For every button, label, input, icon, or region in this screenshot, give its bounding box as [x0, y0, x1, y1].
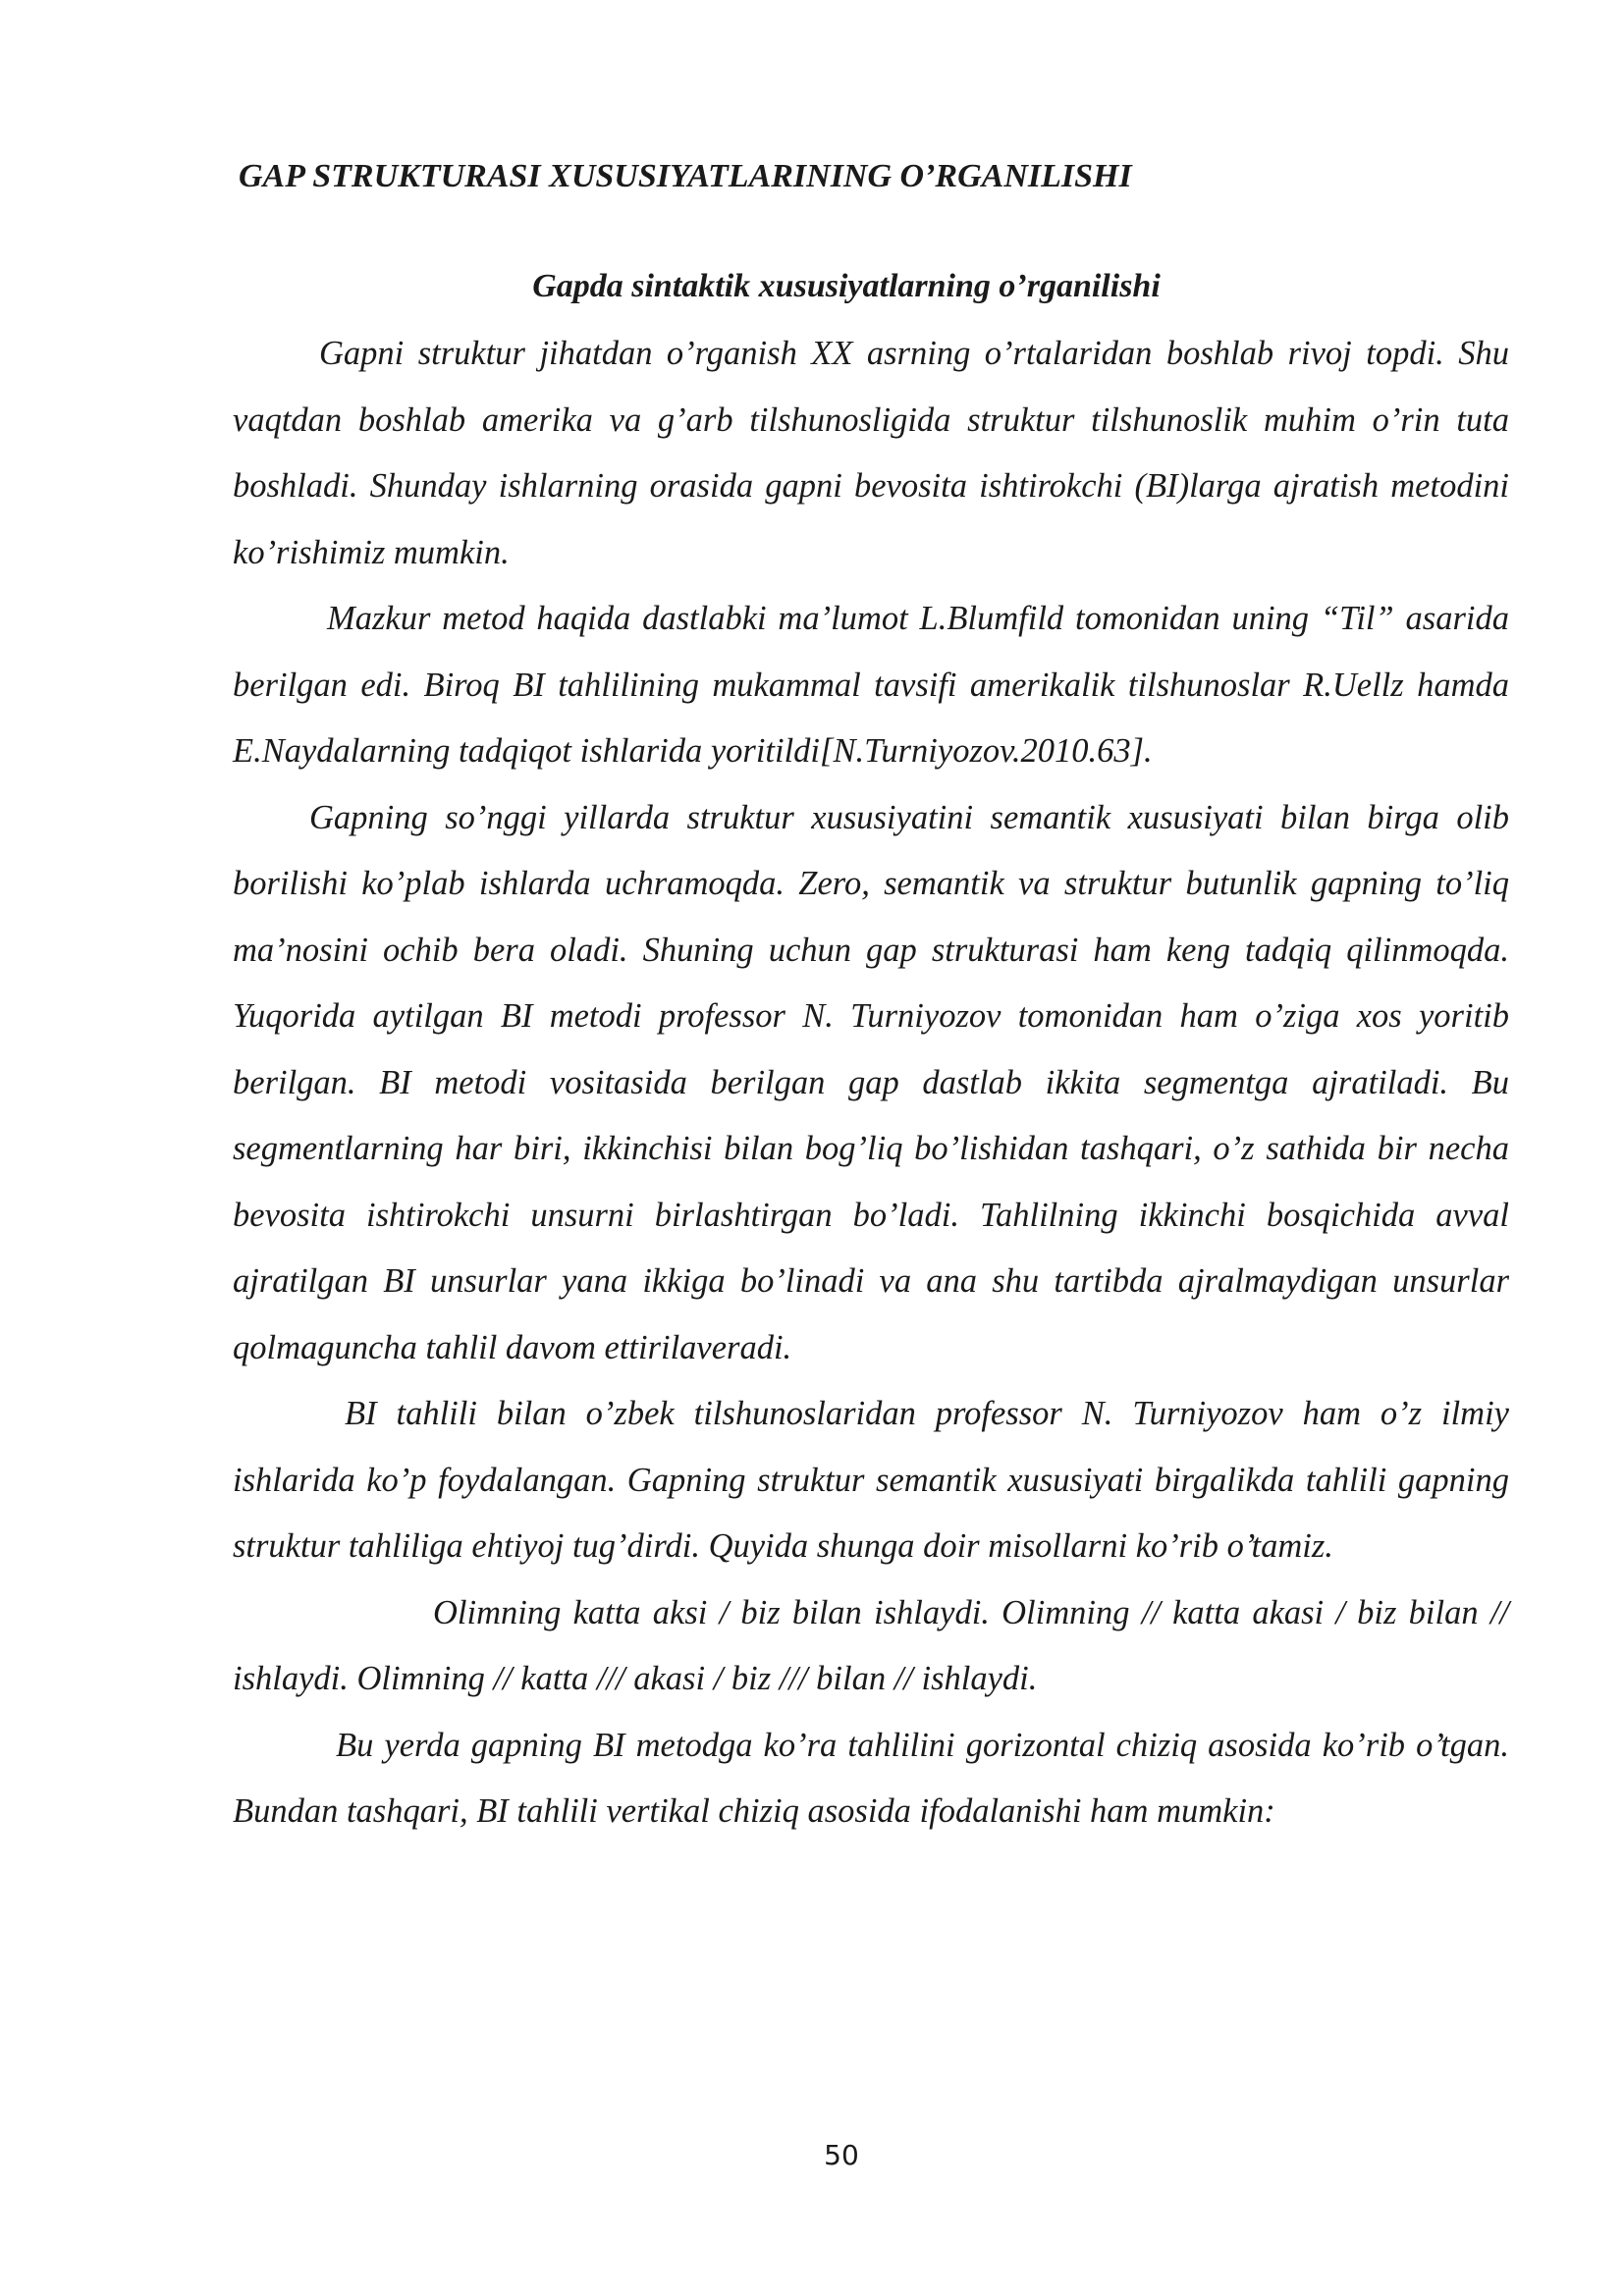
paragraph-4: BI tahlili bilan o’zbek tilshunoslaridan professor N. Turniyozov ham o’z ilmiy ishlarida ko’p foydalangan. Gapning struktur semantik xususiyati birgalikda tahlili gapning struktur tahliliga ehtiyoj tug’dirdi. Quyida shunga doir misollarni ko’rib o’tamiz.	[233, 1395, 1509, 1565]
page-number: 50	[824, 2139, 859, 2171]
paragraph-3: Gapning so’nggi yillarda struktur xususiyatini semantik xususiyati bilan birga olib borilishi ko’plab ishlarda uchramoqda. Zero, semantik va struktur butunlik gapning to’liq ma’nosini ochib bera oladi. Shuning uchun gap strukturasi ham keng tadqiq qilinmoqda. Yuqorida aytilgan BI metodi professor N. Turniyozov tomonidan ham o’ziga xos yoritib berilgan. BI metodi vositasida berilgan gap dastlab ikkita segmentga ajratiladi. Bu segmentlarning har biri, ikkinchisi bilan bog’liq bo’lishidan tashqari, o’z sathida bir necha bevosita ishtirokchi unsurni birlashtirgan bo’ladi. Tahlilning ikkinchi bosqichida avval ajratilgan BI unsurlar yana ikkiga bo’linadi va ana shu tartibda ajralmaydigan unsurlar qolmaguncha tahlil davom ettirilaveradi.	[233, 798, 1509, 1366]
page-title: GAP STRUKTURASI XUSUSIYATLARINING O’RGANILISHI	[239, 158, 1132, 194]
paragraph-2: Mazkur metod haqida dastlabki ma’lumot L.Blumfild tomonidan uning “Til” asarida berilgan edi. Biroq BI tahlilining mukammal tavsifi amerikalik tilshunoslar R.Uellz hamda E.Naydalarning tadqiqot ishlarida yoritildi[N.Turniyozov.2010.63].	[233, 600, 1509, 770]
example-sentence-paragraph: Olimning katta aksi / biz bilan ishlaydi. Olimning // katta akasi / biz bilan // ishlaydi. Olimning // katta /// akasi / biz /// bilan // ishlaydi.	[233, 1593, 1509, 1697]
body-text	[233, 321, 1509, 1845]
paragraph-6: Bu yerda gapning BI metodga ko’ra tahlilini gorizontal chiziq asosida ko’rib o’tgan. Bundan tashqari, BI tahlili vertikal chiziq asosida ifodalanishi ham mumkin:	[233, 1726, 1509, 1830]
section-subtitle: Gapda sintaktik xususiyatlarning o’rganilishi	[532, 268, 1161, 304]
paragraph-1: Gapni struktur jihatdan o’rganish XX asrning o’rtalaridan boshlab rivoj topdi. Shu vaqtdan boshlab amerika va g’arb tilshunosligida struktur tilshunoslik muhim o’rin tuta boshladi. Shunday ishlarning orasida gapni bevosita ishtirokchi (BI)larga ajratish metodini ko’rishimiz mumkin.	[233, 335, 1509, 571]
